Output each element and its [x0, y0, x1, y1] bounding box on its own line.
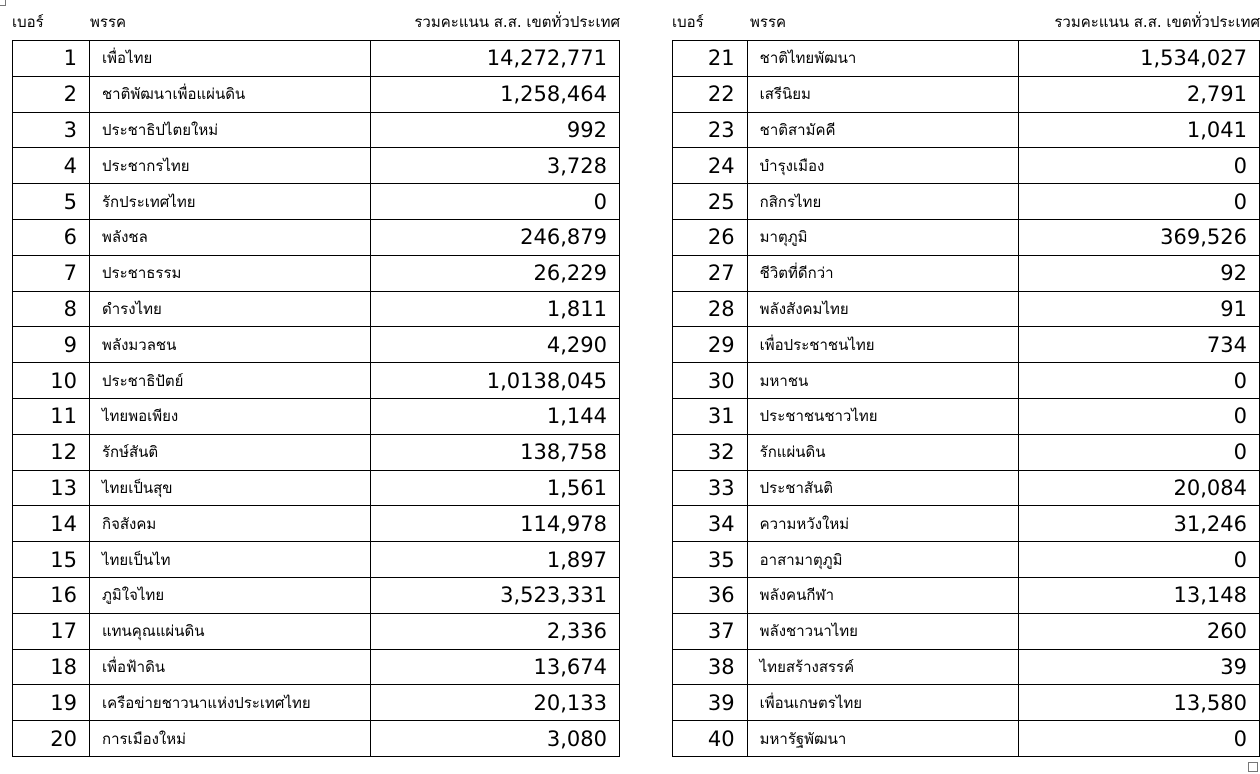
vote-total: 0 — [1019, 398, 1260, 434]
party-name: ประชาชนชาวไทย — [747, 398, 1019, 434]
right-results-table — [672, 40, 1260, 757]
table-row — [673, 148, 1260, 184]
vote-total: 3,080 — [371, 721, 620, 757]
party-name: ชาติไทยพัฒนา — [747, 41, 1019, 77]
table-row — [13, 184, 620, 220]
table-row — [13, 542, 620, 578]
table-row — [13, 577, 620, 613]
vote-total: 369,526 — [1019, 219, 1260, 255]
party-name: เพื่อไทย — [90, 41, 371, 77]
party-number: 17 — [13, 613, 90, 649]
table-row — [673, 434, 1260, 470]
vote-total: 2,336 — [371, 613, 620, 649]
party-name: มหารัฐพัฒนา — [747, 721, 1019, 757]
party-number: 4 — [13, 148, 90, 184]
party-name: พลังชล — [90, 219, 371, 255]
vote-total: 39 — [1019, 649, 1260, 685]
party-number: 9 — [13, 327, 90, 363]
party-name: ไทยเป็นไท — [90, 542, 371, 578]
vote-total: 0 — [1019, 434, 1260, 470]
party-name: ประชาสันติ — [747, 470, 1019, 506]
party-name: ภูมิใจไทย — [90, 577, 371, 613]
table-row — [673, 506, 1260, 542]
party-number: 35 — [673, 542, 748, 578]
party-number: 1 — [13, 41, 90, 77]
table-row — [13, 112, 620, 148]
table-row — [13, 148, 620, 184]
party-number: 15 — [13, 542, 90, 578]
table-row — [673, 327, 1260, 363]
vote-total: 14,272,771 — [371, 41, 620, 77]
table-row — [673, 398, 1260, 434]
party-name: บำรุงเมือง — [747, 148, 1019, 184]
vote-total: 734 — [1019, 327, 1260, 363]
party-name: พลังสังคมไทย — [747, 291, 1019, 327]
party-number: 38 — [673, 649, 748, 685]
left-results-table — [12, 40, 620, 757]
vote-total: 92 — [1019, 255, 1260, 291]
vote-total: 1,258,464 — [371, 76, 620, 112]
header-number: เบอร์ — [12, 13, 44, 31]
party-number: 40 — [673, 721, 748, 757]
vote-total: 13,148 — [1019, 577, 1260, 613]
party-name: การเมืองใหม่ — [90, 721, 371, 757]
vote-total: 0 — [1019, 363, 1260, 399]
party-name: ไทยพอเพียง — [90, 398, 371, 434]
party-name: ประชาธิปไตยใหม่ — [90, 112, 371, 148]
header-party: พรรค — [90, 13, 127, 31]
party-number: 26 — [673, 219, 748, 255]
left-results-table-block — [12, 0, 620, 757]
party-number: 7 — [13, 255, 90, 291]
right-table-header — [672, 0, 1260, 40]
vote-total: 1,041 — [1019, 112, 1260, 148]
party-name: เพื่อประชาชนไทย — [747, 327, 1019, 363]
party-number: 32 — [673, 434, 748, 470]
party-name: ประชาธิปัตย์ — [90, 363, 371, 399]
party-number: 12 — [13, 434, 90, 470]
vote-total: 1,897 — [371, 542, 620, 578]
table-row — [13, 470, 620, 506]
selection-handle-top-left[interactable] — [0, 0, 6, 6]
header-party: พรรค — [750, 13, 787, 31]
table-row — [673, 112, 1260, 148]
party-number: 13 — [13, 470, 90, 506]
table-row — [13, 434, 620, 470]
table-row — [673, 76, 1260, 112]
party-number: 27 — [673, 255, 748, 291]
table-row — [673, 255, 1260, 291]
party-name: พลังชาวนาไทย — [747, 613, 1019, 649]
party-name: กสิกรไทย — [747, 184, 1019, 220]
table-row — [13, 291, 620, 327]
party-name: รักประเทศไทย — [90, 184, 371, 220]
party-name: ไทยเป็นสุข — [90, 470, 371, 506]
table-row — [13, 219, 620, 255]
table-row — [673, 470, 1260, 506]
header-number: เบอร์ — [672, 13, 704, 31]
party-number: 2 — [13, 76, 90, 112]
table-row — [13, 398, 620, 434]
vote-total: 0 — [371, 184, 620, 220]
table-row — [13, 685, 620, 721]
party-number: 29 — [673, 327, 748, 363]
vote-total: 992 — [371, 112, 620, 148]
table-row — [673, 577, 1260, 613]
party-number: 36 — [673, 577, 748, 613]
vote-total: 3,728 — [371, 148, 620, 184]
vote-total: 1,811 — [371, 291, 620, 327]
table-row — [673, 363, 1260, 399]
party-number: 8 — [13, 291, 90, 327]
party-name: มาตุภูมิ — [747, 219, 1019, 255]
vote-total: 13,580 — [1019, 685, 1260, 721]
party-name: ชีวิตที่ดีกว่า — [747, 255, 1019, 291]
party-number: 21 — [673, 41, 748, 77]
vote-total: 260 — [1019, 613, 1260, 649]
vote-total: 20,084 — [1019, 470, 1260, 506]
party-number: 11 — [13, 398, 90, 434]
party-name: เสรีนิยม — [747, 76, 1019, 112]
vote-total: 0 — [1019, 721, 1260, 757]
party-number: 30 — [673, 363, 748, 399]
vote-total: 2,791 — [1019, 76, 1260, 112]
table-row — [13, 76, 620, 112]
party-name: เครือข่ายชาวนาแห่งประเทศไทย — [90, 685, 371, 721]
party-number: 24 — [673, 148, 748, 184]
party-name: อาสามาตุภูมิ — [747, 542, 1019, 578]
party-number: 31 — [673, 398, 748, 434]
selection-handle-bottom-right[interactable] — [1248, 762, 1258, 772]
party-name: ชาติสามัคคี — [747, 112, 1019, 148]
header-total-votes: รวมคะแนน ส.ส. เขตทั่วประเทศ — [414, 13, 620, 31]
table-row — [13, 327, 620, 363]
party-name: ไทยสร้างสรรค์ — [747, 649, 1019, 685]
party-name: พลังคนกีฬา — [747, 577, 1019, 613]
table-row — [673, 649, 1260, 685]
table-row — [673, 542, 1260, 578]
table-row — [673, 291, 1260, 327]
vote-total: 13,674 — [371, 649, 620, 685]
party-number: 14 — [13, 506, 90, 542]
table-row — [673, 184, 1260, 220]
party-name: รักแผ่นดิน — [747, 434, 1019, 470]
party-number: 20 — [13, 721, 90, 757]
table-row — [13, 41, 620, 77]
vote-total: 91 — [1019, 291, 1260, 327]
table-row — [13, 613, 620, 649]
party-name: ประชากรไทย — [90, 148, 371, 184]
party-name: แทนคุณแผ่นดิน — [90, 613, 371, 649]
table-row — [673, 721, 1260, 757]
right-results-table-block — [672, 0, 1260, 757]
vote-total: 26,229 — [371, 255, 620, 291]
party-number: 25 — [673, 184, 748, 220]
vote-total: 138,758 — [371, 434, 620, 470]
party-name: กิจสังคม — [90, 506, 371, 542]
party-name: ดำรงไทย — [90, 291, 371, 327]
party-number: 33 — [673, 470, 748, 506]
table-row — [673, 613, 1260, 649]
party-number: 6 — [13, 219, 90, 255]
vote-total: 31,246 — [1019, 506, 1260, 542]
party-number: 5 — [13, 184, 90, 220]
vote-total: 4,290 — [371, 327, 620, 363]
party-name: เพื่อฟ้าดิน — [90, 649, 371, 685]
vote-total: 0 — [1019, 184, 1260, 220]
party-number: 16 — [13, 577, 90, 613]
party-name: ชาติพัฒนาเพื่อแผ่นดิน — [90, 76, 371, 112]
vote-total: 1,0138,045 — [371, 363, 620, 399]
party-number: 23 — [673, 112, 748, 148]
party-name: ประชาธรรม — [90, 255, 371, 291]
vote-total: 3,523,331 — [371, 577, 620, 613]
table-row — [13, 649, 620, 685]
table-row — [13, 721, 620, 757]
party-number: 22 — [673, 76, 748, 112]
party-name: พลังมวลชน — [90, 327, 371, 363]
vote-total: 1,144 — [371, 398, 620, 434]
table-row — [673, 219, 1260, 255]
party-name: รักษ์สันติ — [90, 434, 371, 470]
party-name: ความหวังใหม่ — [747, 506, 1019, 542]
party-number: 39 — [673, 685, 748, 721]
party-number: 28 — [673, 291, 748, 327]
table-row — [673, 685, 1260, 721]
vote-total: 0 — [1019, 542, 1260, 578]
vote-total: 114,978 — [371, 506, 620, 542]
party-name: มหาชน — [747, 363, 1019, 399]
table-row — [673, 41, 1260, 77]
table-row — [13, 363, 620, 399]
vote-total: 20,133 — [371, 685, 620, 721]
party-number: 19 — [13, 685, 90, 721]
vote-total: 1,561 — [371, 470, 620, 506]
vote-total: 246,879 — [371, 219, 620, 255]
vote-total: 1,534,027 — [1019, 41, 1260, 77]
left-table-header — [12, 0, 620, 40]
table-row — [13, 506, 620, 542]
party-number: 34 — [673, 506, 748, 542]
party-number: 3 — [13, 112, 90, 148]
header-total-votes: รวมคะแนน ส.ส. เขตทั่วประเทศ — [1054, 13, 1260, 31]
party-number: 18 — [13, 649, 90, 685]
vote-total: 0 — [1019, 148, 1260, 184]
party-number: 37 — [673, 613, 748, 649]
party-number: 10 — [13, 363, 90, 399]
party-name: เพื่อนเกษตรไทย — [747, 685, 1019, 721]
table-row — [13, 255, 620, 291]
